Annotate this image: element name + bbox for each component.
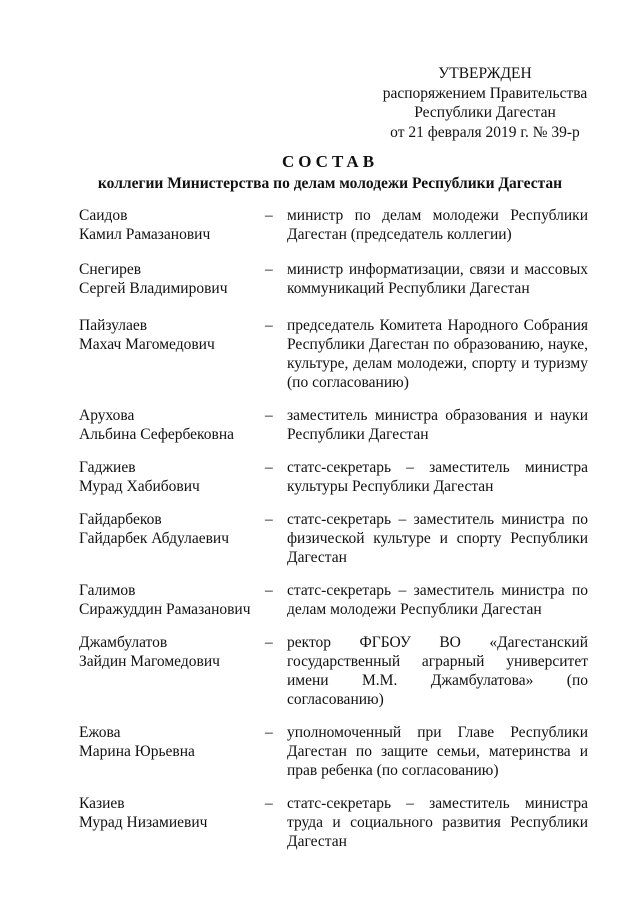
- member-surname: Ежова: [79, 724, 121, 741]
- approval-heading: УТВЕРЖДЕН: [438, 65, 532, 82]
- member-given-names: Марина Юрьевна: [79, 743, 195, 760]
- member-given-names: Сиражуддин Рамазанович: [79, 601, 251, 618]
- member-given-names: Мурад Хабибович: [79, 478, 200, 495]
- member-name: [79, 206, 269, 244]
- member-surname: Снегирев: [79, 261, 142, 278]
- member-name: [79, 581, 269, 619]
- dash-separator: –: [265, 317, 273, 334]
- member-surname: Пайзулаев: [79, 317, 148, 334]
- dash-separator: –: [265, 511, 273, 528]
- member-position: статс-секретарь – заместитель министра культуры Республики Дагестан: [287, 459, 588, 495]
- member-name: [79, 316, 269, 354]
- member-entry: [0, 316, 640, 392]
- member-position: статс-секретарь – заместитель министра труда и социального развития Республики Дагестан: [287, 795, 588, 850]
- member-surname: Саидов: [79, 207, 128, 224]
- member-entry: [0, 794, 640, 851]
- member-position: уполномоченный при Главе Республики Дагестан по защите семьи, материнства и прав ребенка (по согласованию): [287, 724, 588, 779]
- member-entry: [0, 458, 640, 496]
- member-given-names: Сергей Владимирович: [79, 280, 228, 297]
- dash-separator: –: [265, 459, 273, 476]
- member-surname: Гаджиев: [79, 459, 136, 476]
- member-surname: Гайдарбеков: [79, 511, 162, 528]
- member-entry: [0, 406, 640, 444]
- dash-separator: –: [265, 261, 273, 278]
- member-name: [79, 260, 269, 298]
- member-name: [79, 633, 269, 671]
- member-name: [79, 406, 269, 444]
- member-entry: [0, 510, 640, 567]
- approval-authority-line: Республики Дагестан: [414, 104, 556, 121]
- approval-stamp: [380, 64, 590, 142]
- member-entry: [0, 633, 640, 709]
- document-title: [60, 152, 600, 193]
- member-given-names: Гайдарбек Абдулаевич: [79, 530, 229, 547]
- member-surname: Галимов: [79, 582, 136, 599]
- approval-order-line: распоряжением Правительства: [382, 84, 588, 102]
- dash-separator: –: [265, 207, 273, 224]
- member-position: статс-секретарь – заместитель министра по физической культуре и спорту Республики Дагестан: [287, 511, 588, 566]
- member-name: [79, 458, 269, 496]
- member-name: [79, 794, 269, 832]
- member-name: [79, 723, 269, 761]
- title-subheading: коллегии Министерства по делам молодежи Республики Дагестан: [97, 175, 563, 192]
- member-given-names: Махач Магомедович: [79, 336, 215, 353]
- approval-date-number: от 21 февраля 2019 г. № 39-р: [390, 123, 580, 141]
- dash-separator: –: [265, 795, 273, 812]
- member-position: ректор ФГБОУ ВО «Дагестанский государственный аграрный университет имени М.М. Джамбулатова» (по согласованию): [287, 634, 588, 708]
- member-given-names: Зайдин Магомедович: [79, 653, 220, 670]
- member-position: заместитель министра образования и науки Республики Дагестан: [287, 407, 588, 443]
- member-given-names: Альбина Сефербековна: [79, 426, 235, 443]
- member-name: [79, 510, 269, 548]
- member-surname: Джамбулатов: [79, 634, 168, 651]
- dash-separator: –: [265, 724, 273, 741]
- member-position: министр информатизации, связи и массовых коммуникаций Республики Дагестан: [287, 261, 588, 297]
- member-list: [0, 206, 640, 865]
- member-entry: [0, 723, 640, 780]
- dash-separator: –: [265, 634, 273, 651]
- member-given-names: Мурад Низамиевич: [79, 814, 208, 831]
- member-position: председатель Комитета Народного Собрания Республики Дагестан по образованию, науке, культуре, делам молодежи, спорту и туризму (по согласованию): [287, 317, 588, 391]
- member-entry: [0, 260, 640, 298]
- member-entry: [0, 206, 640, 244]
- dash-separator: –: [265, 582, 273, 599]
- member-given-names: Камил Рамазанович: [79, 226, 211, 243]
- member-surname: Казиев: [79, 795, 125, 812]
- member-position: статс-секретарь – заместитель министра по делам молодежи Республики Дагестан: [287, 582, 588, 618]
- member-surname: Арухова: [79, 407, 135, 424]
- dash-separator: –: [265, 407, 273, 424]
- title-heading: СОСТАВ: [281, 152, 379, 171]
- member-position: министр по делам молодежи Республики Дагестан (председатель коллегии): [287, 207, 588, 243]
- member-entry: [0, 581, 640, 619]
